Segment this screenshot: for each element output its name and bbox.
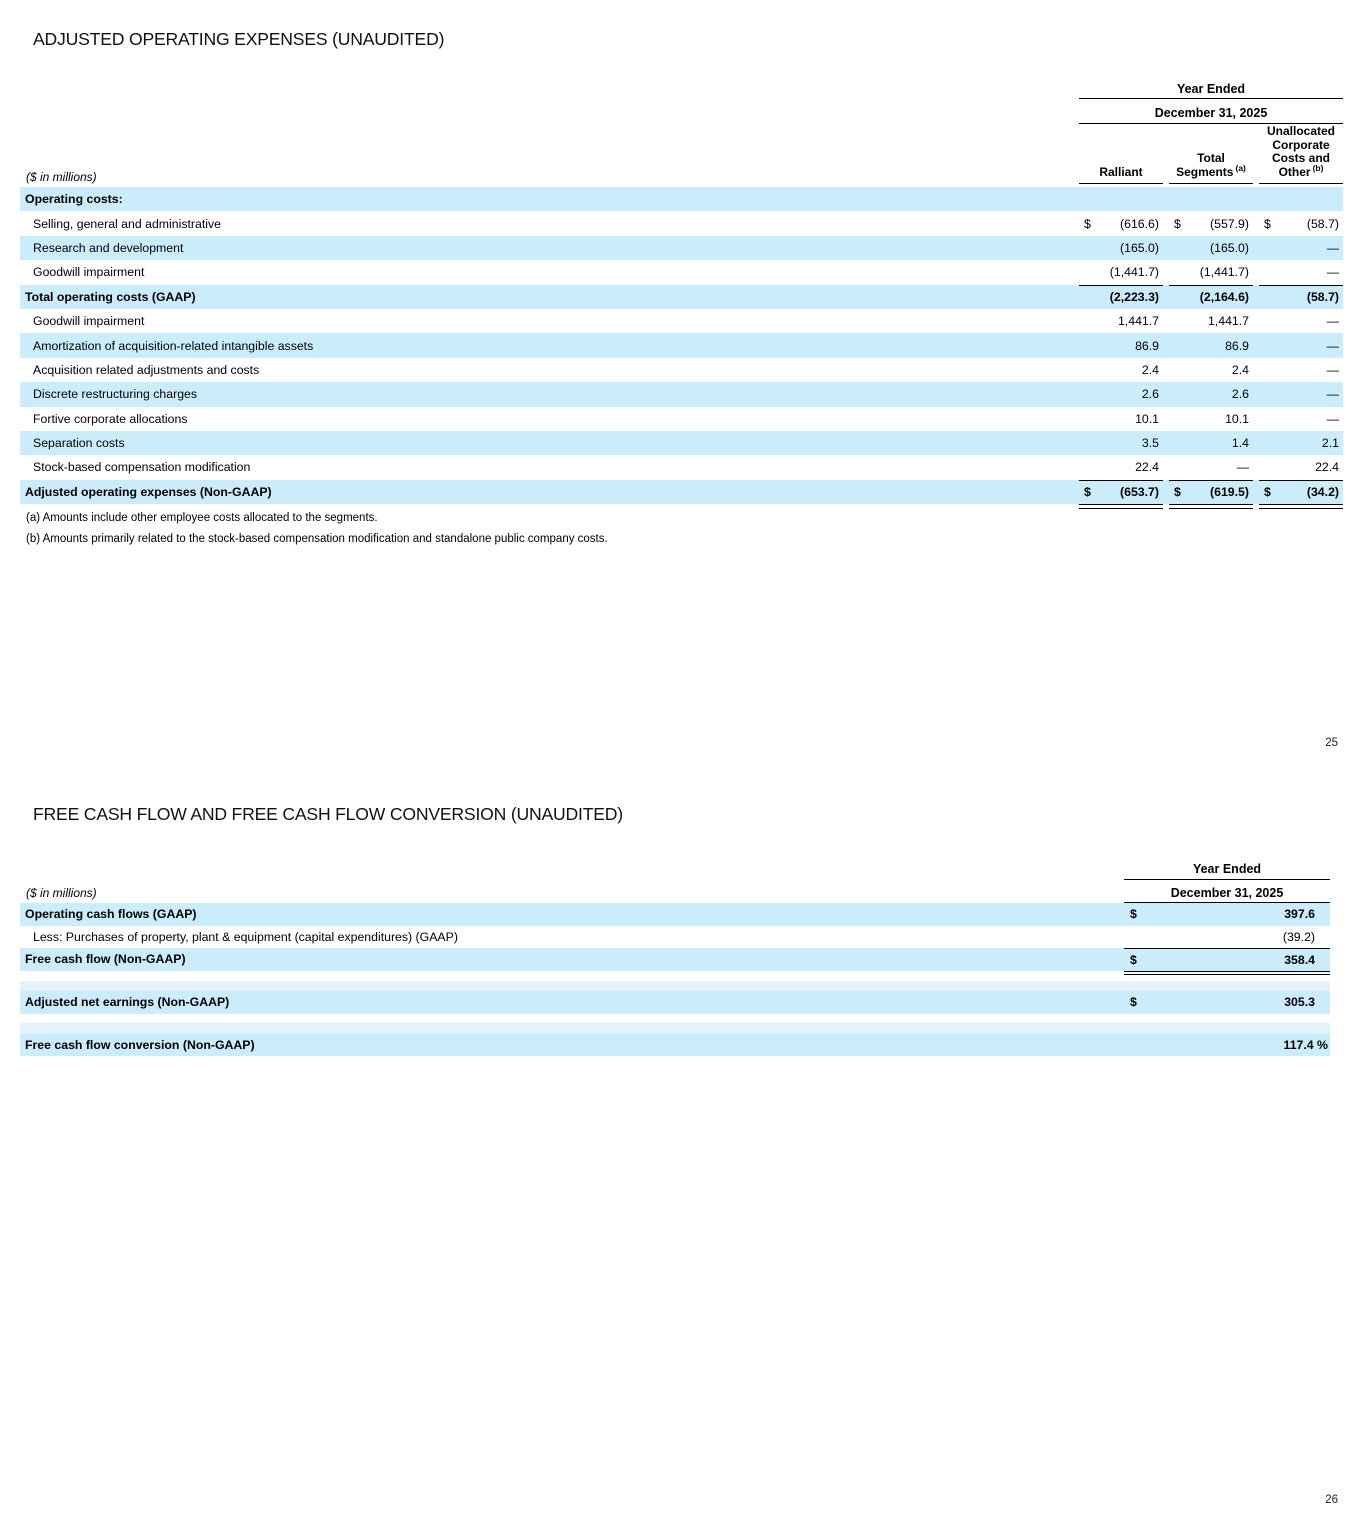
row-label: Acquisition related adjustments and costs — [33, 362, 260, 377]
value-cell — [1169, 187, 1253, 211]
column-header: Unallocated Corporate Costs and Other $^{(b)}$ — [1259, 124, 1343, 184]
table-row — [20, 382, 1343, 406]
row-label: Separation costs — [33, 436, 125, 451]
cell-value: (165.0) — [1120, 240, 1159, 255]
cell-value: (619.5) — [1210, 485, 1249, 500]
value-cell — [1259, 309, 1343, 333]
t1-body — [20, 187, 1343, 509]
column-footnote-ref: (b) — [1312, 162, 1324, 173]
value-cell — [1079, 455, 1163, 479]
value-cell — [1169, 236, 1253, 260]
spacer — [20, 1014, 1330, 1023]
t1-footnotes — [26, 512, 608, 554]
table-row — [20, 187, 1343, 211]
row-label: Stock-based compensation modification — [33, 460, 251, 475]
table-row — [20, 991, 1330, 1014]
cell-value: 2.4 — [1141, 362, 1159, 377]
free-cash-flow-table — [20, 858, 1330, 1056]
t1-column-headers — [1079, 124, 1343, 184]
cell-value: 2.6 — [1141, 387, 1159, 402]
value-cell — [1079, 333, 1163, 357]
value-cell — [1079, 431, 1163, 455]
cell-value: (39.2) — [1282, 929, 1315, 944]
cell-value: — — [1326, 411, 1339, 426]
table-row — [20, 431, 1343, 455]
cell-value: — — [1326, 314, 1339, 329]
table-row — [20, 407, 1343, 431]
value-cell — [1169, 211, 1253, 235]
dollar-sign: $ — [1264, 216, 1271, 231]
cell-value: — — [1326, 240, 1339, 255]
cell-value: 2.1 — [1321, 436, 1339, 451]
value-cell — [1259, 431, 1343, 455]
cell-value: 397.6 — [1284, 907, 1315, 922]
cell-value: (58.7) — [1306, 216, 1339, 231]
table-row — [20, 903, 1330, 926]
cell-value: 117.4 % — [1283, 1037, 1328, 1052]
table-row — [20, 211, 1343, 235]
value-cell — [1079, 407, 1163, 431]
t2-units-label: ($ in millions) — [26, 886, 97, 900]
value-cell — [1259, 480, 1343, 504]
cell-value: 1,441.7 — [1117, 314, 1159, 329]
page-number-26: 26 — [1325, 1494, 1338, 1506]
cell-value: (557.9) — [1210, 216, 1249, 231]
dollar-sign: $ — [1130, 907, 1137, 922]
section2-title: FREE CASH FLOW AND FREE CASH FLOW CONVERSION (UNAUDITED) — [33, 804, 623, 824]
cell-value: 10.1 — [1225, 411, 1249, 426]
row-label: Free cash flow (Non-GAAP) — [25, 952, 186, 967]
value-cell — [1259, 455, 1343, 479]
row-label: Operating costs: — [25, 192, 123, 207]
dollar-sign: $ — [1084, 485, 1091, 500]
value-cell — [1079, 211, 1163, 235]
cell-value: 2.4 — [1231, 362, 1249, 377]
value-cell — [1169, 382, 1253, 406]
value-cell — [1169, 455, 1253, 479]
cell-value: 1.4 — [1231, 436, 1249, 451]
value-cell — [1124, 1034, 1330, 1057]
row-label: Research and development — [33, 240, 184, 255]
cell-value: 10.1 — [1135, 411, 1159, 426]
dollar-sign: $ — [1084, 216, 1091, 231]
t1-units-label: ($ in millions) — [26, 170, 97, 184]
value-cell — [1124, 948, 1330, 971]
row-label: Goodwill impairment — [33, 314, 145, 329]
footnote-a: (a) Amounts include other employee costs allocated to the segments. — [26, 512, 378, 524]
value-cell — [1169, 358, 1253, 382]
value-cell — [1124, 991, 1330, 1014]
value-cell — [1079, 358, 1163, 382]
value-cell — [1259, 260, 1343, 284]
row-label: Adjusted operating expenses (Non-GAAP) — [25, 484, 272, 499]
value-cell — [1259, 407, 1343, 431]
table-row — [20, 333, 1343, 357]
value-cell — [1259, 358, 1343, 382]
cell-value: (1,441.7) — [1109, 265, 1159, 280]
section1-title: ADJUSTED OPERATING EXPENSES (UNAUDITED) — [33, 29, 445, 49]
cell-value: (2,223.3) — [1109, 290, 1159, 305]
cell-value: — — [1326, 338, 1339, 353]
double-rule — [20, 971, 1330, 976]
value-cell — [1259, 211, 1343, 235]
value-cell — [1079, 382, 1163, 406]
value-cell — [1169, 260, 1253, 284]
value-cell — [1124, 903, 1330, 926]
dollar-sign: $ — [1130, 952, 1137, 967]
value-cell — [1169, 309, 1253, 333]
cell-value: 86.9 — [1135, 338, 1159, 353]
table-row — [20, 309, 1343, 333]
cell-value: 305.3 — [1284, 995, 1315, 1010]
cell-value: 22.4 — [1315, 460, 1339, 475]
cell-value: (653.7) — [1120, 485, 1159, 500]
table-row — [20, 358, 1343, 382]
cell-value: (2,164.6) — [1199, 290, 1249, 305]
cell-value: 22.4 — [1135, 460, 1159, 475]
row-label: Selling, general and administrative — [33, 216, 221, 231]
cell-value: (616.6) — [1120, 216, 1159, 231]
cell-value: (34.2) — [1306, 485, 1339, 500]
cell-value: — — [1326, 387, 1339, 402]
value-cell — [1079, 260, 1163, 284]
value-cell — [1079, 236, 1163, 260]
table-row — [20, 455, 1343, 479]
value-cell — [1079, 480, 1163, 504]
table-row — [20, 236, 1343, 260]
value-cell — [1169, 407, 1253, 431]
table-row — [20, 285, 1343, 309]
table-row — [20, 926, 1330, 949]
table-row — [20, 1034, 1330, 1057]
row-label: Discrete restructuring charges — [33, 387, 198, 402]
cell-value: — — [1326, 362, 1339, 377]
double-rule — [20, 504, 1343, 509]
cell-value: (58.7) — [1306, 290, 1339, 305]
cell-value: 86.9 — [1225, 338, 1249, 353]
value-cell — [1259, 333, 1343, 357]
cell-value: — — [1326, 265, 1339, 280]
t2-body-conversion — [20, 1034, 1330, 1057]
dollar-sign: $ — [1264, 485, 1271, 500]
t1-date-header: December 31, 2025 — [1079, 99, 1343, 124]
t2-period-header: Year Ended — [1124, 858, 1330, 880]
page-number-25: 25 — [1325, 737, 1338, 749]
t2-date-header: December 31, 2025 — [1124, 880, 1330, 903]
cell-value: 2.6 — [1231, 387, 1249, 402]
table-row — [20, 480, 1343, 504]
value-cell — [1124, 926, 1330, 949]
t2-header — [20, 858, 1330, 903]
column-header: Ralliant — [1079, 124, 1163, 184]
cell-value: 1,441.7 — [1207, 314, 1249, 329]
t1-period-header: Year Ended — [1079, 78, 1343, 99]
t2-body-earnings — [20, 991, 1330, 1014]
dollar-sign: $ — [1130, 995, 1137, 1010]
row-label: Adjusted net earnings (Non-GAAP) — [25, 995, 230, 1010]
value-cell — [1169, 285, 1253, 309]
value-cell — [1079, 187, 1163, 211]
row-label: Free cash flow conversion (Non-GAAP) — [25, 1037, 255, 1052]
value-cell — [1079, 309, 1163, 333]
value-cell — [1259, 187, 1343, 211]
row-label: Operating cash flows (GAAP) — [25, 907, 197, 922]
t1-header — [20, 78, 1343, 187]
row-label: Goodwill impairment — [33, 265, 145, 280]
row-label: Total operating costs (GAAP) — [25, 289, 196, 304]
cell-value: (1,441.7) — [1199, 265, 1249, 280]
cell-value: (165.0) — [1210, 240, 1249, 255]
value-cell — [1259, 236, 1343, 260]
value-cell — [1079, 285, 1163, 309]
value-cell — [1169, 431, 1253, 455]
cell-value: — — [1236, 460, 1249, 475]
table-row — [20, 948, 1330, 971]
value-cell — [1259, 285, 1343, 309]
dollar-sign: $ — [1174, 216, 1181, 231]
column-header: Total Segments $^{(a)}$ — [1169, 124, 1253, 184]
row-label: Fortive corporate allocations — [33, 411, 188, 426]
cell-value: 358.4 — [1284, 952, 1315, 967]
adjusted-operating-expenses-table — [20, 78, 1343, 509]
row-label: Amortization of acquisition-related intangible assets — [33, 338, 314, 353]
table-row — [20, 260, 1343, 284]
t2-body-main — [20, 903, 1330, 975]
value-cell — [1169, 480, 1253, 504]
value-cell — [1169, 333, 1253, 357]
value-cell — [1259, 382, 1343, 406]
column-footnote-ref: (a) — [1235, 162, 1246, 173]
cell-value: 3.5 — [1141, 436, 1159, 451]
footnote-b: (b) Amounts primarily related to the stock-based compensation modification and standalone public company costs. — [26, 533, 608, 545]
spacer — [20, 981, 1330, 991]
spacer — [20, 1023, 1330, 1034]
row-label: Less: Purchases of property, plant & equipment (capital expenditures) (GAAP) — [33, 929, 458, 944]
dollar-sign: $ — [1174, 485, 1181, 500]
